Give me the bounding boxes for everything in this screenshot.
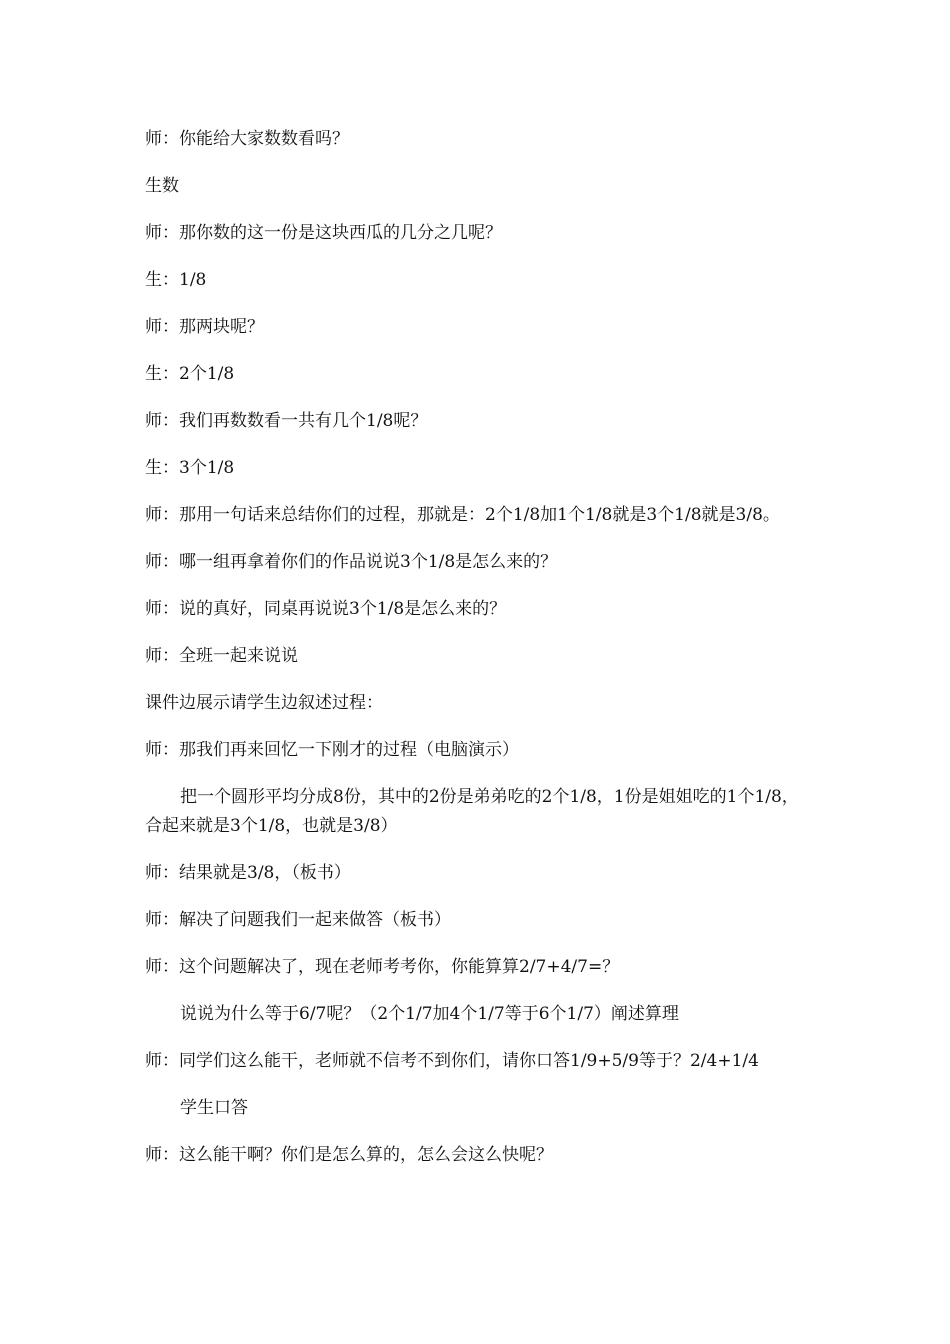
paragraph-20: 师：同学们这么能干，老师就不信考不到你们，请你口答1/9+5/9等于？2/4+1/4 [145, 1051, 759, 1071]
paragraph-9: 师：那用一句话来总结你们的过程，那就是：2个1/8加1个1/8就是3个1/8就是3/8。 [145, 505, 780, 525]
paragraph-12: 师：全班一起来说说 [145, 646, 298, 666]
paragraph-16: 师：结果就是3/8，（板书） [145, 863, 351, 883]
paragraph-4: 生：1/8 [145, 270, 207, 290]
document-body [145, 125, 805, 1188]
paragraph-22: 师：这么能干啊？你们是怎么算的，怎么会这么快呢？ [145, 1145, 553, 1165]
paragraph-7: 师：我们再数数看一共有几个1/8呢？ [145, 411, 428, 431]
paragraph-5: 师：那两块呢？ [145, 317, 264, 337]
paragraph-13: 课件边展示请学生边叙述过程： [145, 693, 383, 713]
paragraph-18: 师：这个问题解决了，现在老师考考你，你能算算2/7+4/7=？ [145, 957, 620, 977]
paragraph-3: 师：那你数的这一份是这块西瓜的几分之几呢？ [145, 223, 502, 243]
paragraph-1: 师：你能给大家数数看吗？ [145, 129, 349, 149]
paragraph-14: 师：那我们再来回忆一下刚才的过程（电脑演示） [145, 740, 519, 760]
paragraph-10: 师：哪一组再拿着你们的作品说说3个1/8是怎么来的？ [145, 552, 558, 572]
paragraph-11: 师：说的真好，同桌再说说3个1/8是怎么来的？ [145, 599, 507, 619]
paragraph-15: 把一个圆形平均分成8份，其中的2份是弟弟吃的2个1/8，1份是姐姐吃的1个1/8，合起来就是3个1/8，也就是3/8） [145, 787, 799, 836]
paragraph-19: 说说为什么等于6/7呢？（2个1/7加4个1/7等于6个1/7）阐述算理 [180, 1004, 679, 1024]
paragraph-6: 生：2个1/8 [145, 364, 235, 384]
paragraph-8: 生：3个1/8 [145, 458, 235, 478]
paragraph-17: 师：解决了问题我们一起来做答（板书） [145, 910, 451, 930]
paragraph-21: 学生口答 [180, 1098, 248, 1118]
paragraph-2: 生数 [145, 176, 179, 196]
